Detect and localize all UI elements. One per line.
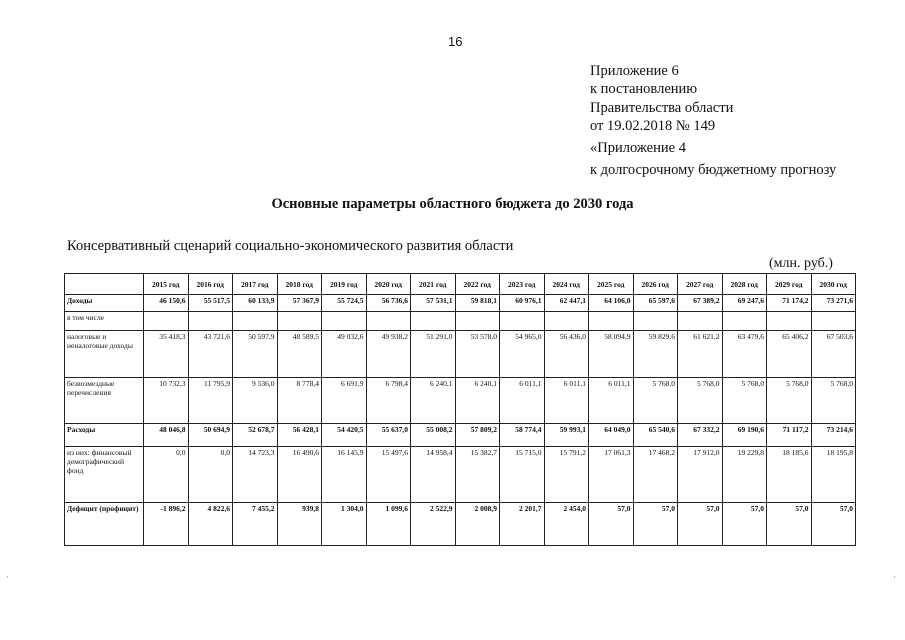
year-header: 2025 год <box>589 274 634 295</box>
value-cell: 69 247,6 <box>722 295 767 312</box>
value-cell: 6 011,1 <box>500 377 545 424</box>
value-cell: 59 993,1 <box>544 424 589 447</box>
table-row <box>65 502 856 546</box>
value-cell: 57 809,2 <box>455 424 500 447</box>
value-cell: 65 597,6 <box>633 295 678 312</box>
value-cell <box>144 312 189 330</box>
value-cell: 2 008,9 <box>455 502 500 546</box>
value-cell: 56 736,6 <box>366 295 411 312</box>
value-cell: 58 774,4 <box>500 424 545 447</box>
value-cell: 15 715,0 <box>500 447 545 502</box>
value-cell: 64 106,0 <box>589 295 634 312</box>
value-cell: 14 958,4 <box>411 447 456 502</box>
value-cell <box>366 312 411 330</box>
appendix-line: от 19.02.2018 № 149 <box>590 117 716 134</box>
value-cell: 2 201,7 <box>500 502 545 546</box>
table-row <box>65 424 856 447</box>
year-header: 2016 год <box>188 274 233 295</box>
value-cell: 18 185,6 <box>767 447 812 502</box>
year-header: 2017 год <box>233 274 278 295</box>
value-cell: 19 229,8 <box>722 447 767 502</box>
value-cell: 51 291,0 <box>411 330 456 377</box>
value-cell <box>678 312 723 330</box>
value-cell: 15 791,2 <box>544 447 589 502</box>
row-label: безвозмездные перечисления <box>65 377 144 424</box>
value-cell: 54 965,0 <box>500 330 545 377</box>
value-cell: 6 798,4 <box>366 377 411 424</box>
scenario-subtitle: Консервативный сценарий социально-экономического развития области <box>67 238 514 254</box>
value-cell: 57,0 <box>678 502 723 546</box>
row-label: Расходы <box>65 424 144 447</box>
value-cell: 73 214,6 <box>811 424 856 447</box>
year-header: 2018 год <box>277 274 322 295</box>
unit-label: (млн. руб.) <box>769 256 833 271</box>
budget-table <box>64 273 856 546</box>
value-cell: 0,0 <box>144 447 189 502</box>
value-cell: 67 389,2 <box>678 295 723 312</box>
value-cell <box>322 312 367 330</box>
value-cell: 43 721,6 <box>188 330 233 377</box>
appendix-reference <box>590 62 836 180</box>
row-label: в том числе <box>65 312 144 330</box>
value-cell <box>722 312 767 330</box>
value-cell: 11 795,9 <box>188 377 233 424</box>
year-header: 2022 год <box>455 274 500 295</box>
value-cell: 5 768,0 <box>678 377 723 424</box>
value-cell: 7 455,2 <box>233 502 278 546</box>
value-cell: 65 406,2 <box>767 330 812 377</box>
value-cell: 57 367,9 <box>277 295 322 312</box>
value-cell: 61 621,2 <box>678 330 723 377</box>
year-header: 2027 год <box>678 274 723 295</box>
value-cell: 71 117,2 <box>767 424 812 447</box>
value-cell: 1 099,6 <box>366 502 411 546</box>
year-header: 2029 год <box>767 274 812 295</box>
value-cell: 57,0 <box>811 502 856 546</box>
value-cell: 1 304,0 <box>322 502 367 546</box>
value-cell: 35 418,3 <box>144 330 189 377</box>
value-cell: 49 938,2 <box>366 330 411 377</box>
table-row <box>65 330 856 377</box>
value-cell: 54 420,5 <box>322 424 367 447</box>
value-cell: 6 011,1 <box>544 377 589 424</box>
value-cell: 16 490,6 <box>277 447 322 502</box>
value-cell: 55 008,2 <box>411 424 456 447</box>
value-cell: 60 976,1 <box>500 295 545 312</box>
value-cell: 73 271,6 <box>811 295 856 312</box>
value-cell <box>767 312 812 330</box>
value-cell <box>411 312 456 330</box>
value-cell: 6 240,1 <box>411 377 456 424</box>
value-cell <box>188 312 233 330</box>
row-label: налоговые и неналоговые доходы <box>65 330 144 377</box>
value-cell: 17 912,0 <box>678 447 723 502</box>
value-cell: 59 829,6 <box>633 330 678 377</box>
value-cell: 62 447,1 <box>544 295 589 312</box>
year-header: 2030 год <box>811 274 856 295</box>
appendix-line: Правительства области <box>590 99 734 116</box>
value-cell: -1 896,2 <box>144 502 189 546</box>
value-cell: 52 678,7 <box>233 424 278 447</box>
value-cell: 55 724,5 <box>322 295 367 312</box>
appendix-line: «Приложение 4 <box>590 140 686 157</box>
value-cell: 2 522,9 <box>411 502 456 546</box>
value-cell: 65 540,6 <box>633 424 678 447</box>
table-header-corner <box>65 274 144 295</box>
table-body <box>65 295 856 546</box>
value-cell: 58 094,9 <box>589 330 634 377</box>
value-cell <box>544 312 589 330</box>
value-cell: 15 382,7 <box>455 447 500 502</box>
value-cell: 57,0 <box>633 502 678 546</box>
scan-artifact: · <box>893 572 896 582</box>
document-title: Основные параметры областного бюджета до 2030 года <box>271 196 634 212</box>
year-header: 2026 год <box>633 274 678 295</box>
value-cell: 60 133,9 <box>233 295 278 312</box>
value-cell: 15 497,6 <box>366 447 411 502</box>
table-header-row <box>65 274 856 295</box>
appendix-line: к долгосрочному бюджетному прогнозу <box>590 162 837 179</box>
row-label: Дефицит (профицит) <box>65 502 144 546</box>
year-header: 2024 год <box>544 274 589 295</box>
value-cell <box>633 312 678 330</box>
value-cell: 17 468,2 <box>633 447 678 502</box>
year-header: 2023 год <box>500 274 545 295</box>
appendix-line: к постановлению <box>590 81 698 98</box>
value-cell: 57,0 <box>722 502 767 546</box>
value-cell: 8 778,4 <box>277 377 322 424</box>
value-cell: 939,8 <box>277 502 322 546</box>
value-cell: 5 768,0 <box>633 377 678 424</box>
value-cell: 69 190,6 <box>722 424 767 447</box>
value-cell: 67 332,2 <box>678 424 723 447</box>
value-cell: 46 150,6 <box>144 295 189 312</box>
value-cell: 5 768,0 <box>767 377 812 424</box>
year-header: 2015 год <box>144 274 189 295</box>
value-cell: 5 768,0 <box>811 377 856 424</box>
row-label: из них: финансовый демографический фонд <box>65 447 144 502</box>
value-cell: 53 578,0 <box>455 330 500 377</box>
value-cell <box>455 312 500 330</box>
value-cell <box>277 312 322 330</box>
value-cell <box>233 312 278 330</box>
value-cell: 71 174,2 <box>767 295 812 312</box>
value-cell: 10 732,3 <box>144 377 189 424</box>
value-cell: 16 145,9 <box>322 447 367 502</box>
value-cell: 14 723,3 <box>233 447 278 502</box>
value-cell: 18 195,8 <box>811 447 856 502</box>
table-row <box>65 447 856 502</box>
value-cell: 57,0 <box>589 502 634 546</box>
appendix-line: Приложение 6 <box>590 63 679 79</box>
value-cell: 6 691,9 <box>322 377 367 424</box>
table-row <box>65 295 856 312</box>
value-cell: 57 531,1 <box>411 295 456 312</box>
value-cell: 4 822,6 <box>188 502 233 546</box>
value-cell: 67 503,6 <box>811 330 856 377</box>
year-header: 2021 год <box>411 274 456 295</box>
value-cell <box>589 312 634 330</box>
scan-artifact: · <box>6 572 9 582</box>
value-cell: 17 061,3 <box>589 447 634 502</box>
page-number: 16 <box>448 34 463 49</box>
value-cell <box>500 312 545 330</box>
value-cell: 55 637,0 <box>366 424 411 447</box>
value-cell: 50 597,9 <box>233 330 278 377</box>
value-cell: 57,0 <box>767 502 812 546</box>
year-header: 2028 год <box>722 274 767 295</box>
row-label: Доходы <box>65 295 144 312</box>
value-cell: 48 046,8 <box>144 424 189 447</box>
value-cell: 5 768,0 <box>722 377 767 424</box>
value-cell: 55 517,5 <box>188 295 233 312</box>
value-cell: 59 818,1 <box>455 295 500 312</box>
value-cell: 6 240,1 <box>455 377 500 424</box>
value-cell: 49 032,6 <box>322 330 367 377</box>
year-header: 2020 год <box>366 274 411 295</box>
table-row <box>65 312 856 330</box>
value-cell: 56 436,0 <box>544 330 589 377</box>
value-cell: 50 694,9 <box>188 424 233 447</box>
year-header: 2019 год <box>322 274 367 295</box>
value-cell: 48 589,5 <box>277 330 322 377</box>
value-cell: 56 428,1 <box>277 424 322 447</box>
value-cell: 64 049,0 <box>589 424 634 447</box>
value-cell <box>811 312 856 330</box>
value-cell: 0,0 <box>188 447 233 502</box>
value-cell: 6 011,1 <box>589 377 634 424</box>
table-row <box>65 377 856 424</box>
value-cell: 63 479,6 <box>722 330 767 377</box>
value-cell: 9 536,0 <box>233 377 278 424</box>
value-cell: 2 454,0 <box>544 502 589 546</box>
